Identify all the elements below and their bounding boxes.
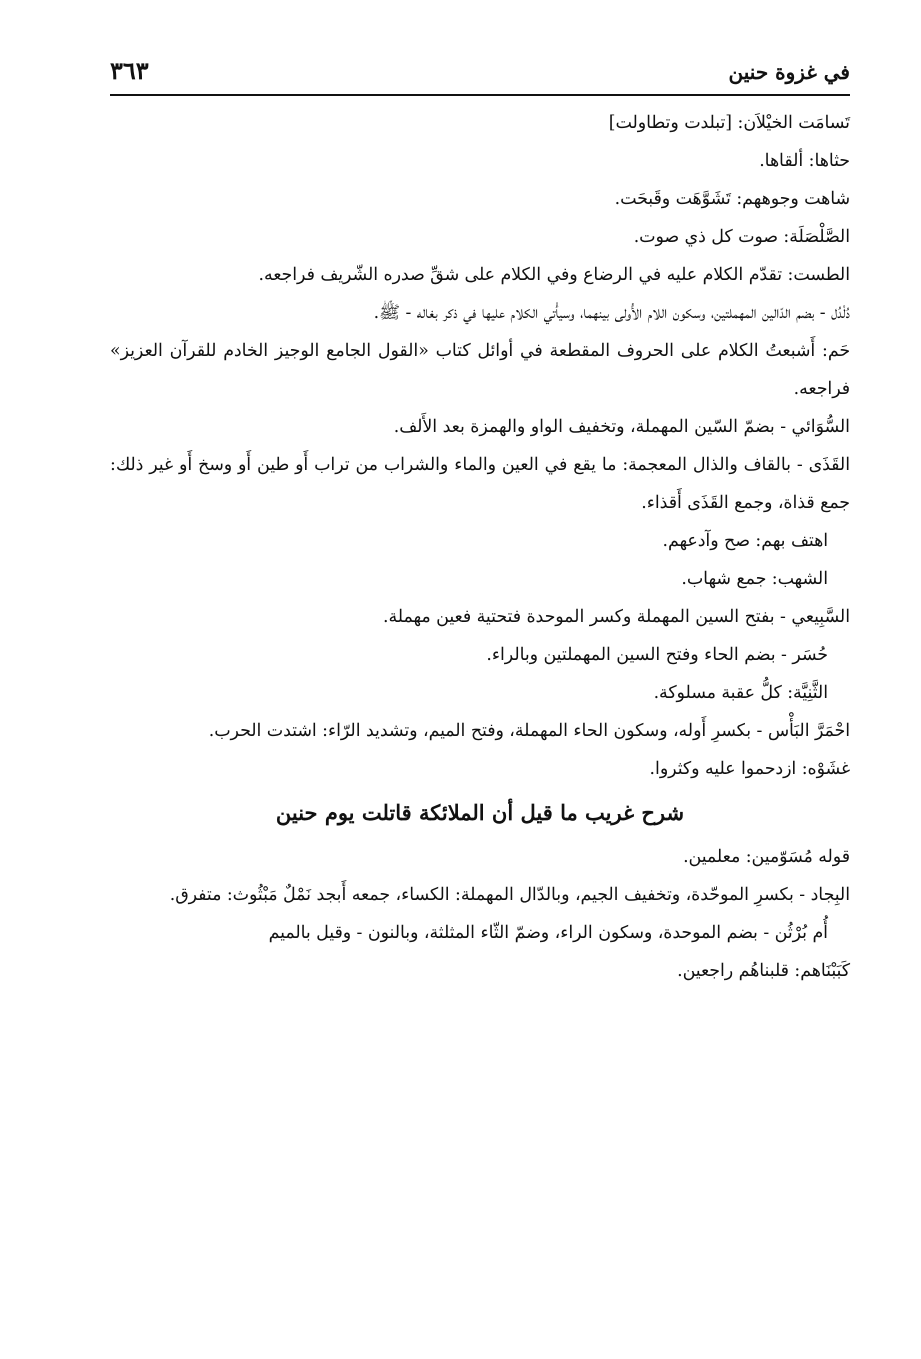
glossary-entry: تَسامَت الخيْلاَن: [تبلدت وتطاولت] bbox=[608, 113, 850, 133]
section-heading: شرح غريب ما قيل أن الملائكة قاتلت يوم حنين bbox=[275, 800, 685, 825]
glossary-entry: الثَّنِيَّة: كلُّ عقبة مسلوكة. bbox=[653, 683, 828, 703]
glossary-entry: حثاها: ألقاها. bbox=[759, 151, 850, 171]
glossary-entry: أُم بُرْثُن - بضم الموحدة، وسكون الراء، وضمّ الثّاء المثلثة، وبالنون - وقيل بالميم bbox=[268, 923, 828, 943]
glossary-entry: الطست: تقدّم الكلام عليه في الرضاع وفي الكلام على شقِّ صدره الشّريف فراجعه. bbox=[258, 265, 850, 285]
glossary-entry: كَبَبْنَاهم: قلبناهُم راجعين. bbox=[677, 961, 850, 981]
page-number: ٣٦٣ bbox=[110, 56, 149, 85]
page-body bbox=[110, 104, 850, 990]
glossary-entry: السُّوَائي - بضمّ السّين المهملة، وتخفيف الواو والهمزة بعد الأَلف. bbox=[393, 417, 850, 437]
glossary-entry: الشهب: جمع شهاب. bbox=[681, 569, 828, 589]
glossary-entry: احْمَرَّ البَأْس - بكسرِ أَوله، وسكون الحاء المهملة، وفتح الميم، وتشديد الرّاء: اشتدت الحرب. bbox=[208, 721, 850, 741]
glossary-entry: دُلْدُل - بضم الدّالين المهملتين، وسكون اللام الأُولى بينهما، وسيأْتي الكلام عليها في ذكر بغاله - ﷺ. bbox=[373, 303, 850, 323]
glossary-entry: غشَوْه: ازدحموا عليه وكثروا. bbox=[649, 759, 850, 779]
glossary-entry: البِجاد - بكسرِ الموحّدة، وتخفيف الجيم، وبالدّال المهملة: الكساء، جمعه أَبجد نَمْلٌ مَبْثُوث: متفرق. bbox=[169, 885, 850, 905]
running-title: في غزوة حنين bbox=[728, 60, 850, 84]
glossary-entry: السَّبِيعي - بفتح السين المهملة وكسر الموحدة فتحتية فعين مهملة. bbox=[382, 607, 850, 627]
glossary-entry: الصَّلْصَلَة: صوت كل ذي صوت. bbox=[633, 227, 850, 247]
header-rule bbox=[110, 94, 850, 96]
glossary-entry: القَذَى - بالقاف والذال المعجمة: ما يقع في العين والماء والشراب من تراب أَو طين أَو وسخ أَو غير ذلك: جمع قذاة، وجمع القَذَى أَقذاء. bbox=[110, 455, 850, 513]
page-header bbox=[110, 54, 850, 94]
glossary-entry: حَم: أَشبعتُ الكلام على الحروف المقطعة في أوائل كتاب «القول الجامع الوجيز الخادم للقرآن العزيز» فراجعه. bbox=[110, 341, 850, 399]
glossary-entry: اهتف بهم: صح وآدعهم. bbox=[662, 531, 828, 551]
glossary-entry: قوله مُسَوّمين: معلمين. bbox=[683, 847, 850, 867]
glossary-entry: حُسَر - بضم الحاء وفتح السين المهملتين وبالراء. bbox=[486, 645, 828, 665]
glossary-entry: شاهت وجوههم: تَشَوَّهَت وقَبحَت. bbox=[614, 189, 850, 209]
